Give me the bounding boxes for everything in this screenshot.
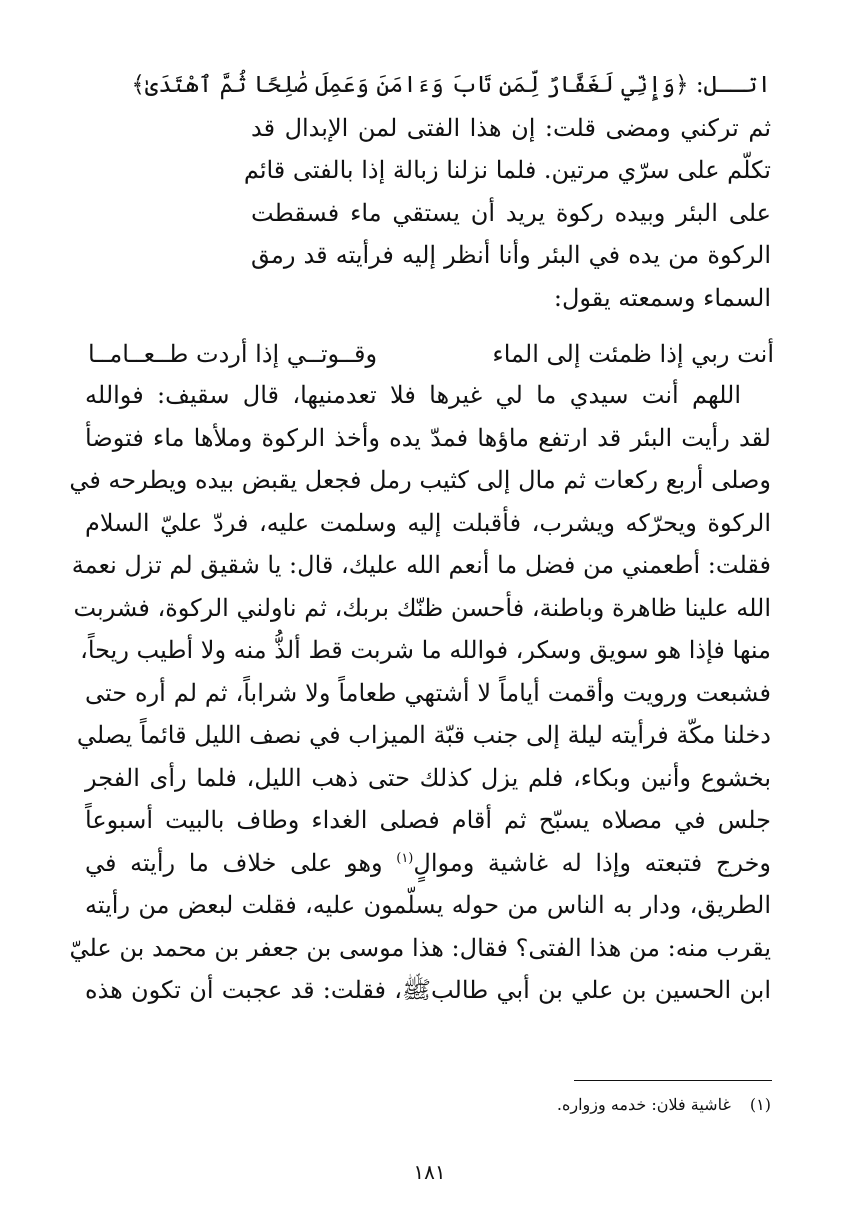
text-line: الركوة ويحرّكه ويشرب، فأقبلت إليه وسلمت عليه، فردّ عليّ السلام — [85, 508, 772, 537]
text-line: يقرب منه: من هذا الفتى؟ فقال: هذا موسى بن جعفر بن محمد بن عليّ — [69, 933, 771, 962]
text-line: الطريق، ودار به الناس من حوله يسلّمون عليه، فقلت لبعض من رأيته — [85, 891, 771, 919]
text-line: الركوة من يده في البئر وأنا أنظر إليه فرأيته قد رمق — [251, 241, 771, 269]
intro-paragraph — [131, 64, 771, 319]
text-line: فشبعت ورويت وأقمت أياماً لا أشتهي طعاماً ولا شراباً، ثم لم أره حتى — [85, 678, 771, 707]
text-line: لقد رأيت البئر قد ارتفع ماؤها فمدّ يده وأخذ الركوة وملأها ماء فتوضأ — [85, 423, 771, 452]
text-line: فقلت: أطعمني من فضل ما أنعم الله عليك، قال: يا شقيق لم تزل نعمة — [71, 551, 771, 579]
text-segment: وهو على خلاف ما رأيته في — [85, 848, 397, 877]
quran-verse-line: اتــل: ﴿وَإِنِّي لَغَفَّارٌ لِّمَن تَابَ وَءَامَنَ وَعَمِلَ صَٰلِحًا ثُمَّ ٱهْتَدَىٰ﴾ — [131, 72, 771, 98]
footnote-separator — [574, 1080, 772, 1081]
footnote-number: (١) — [749, 1095, 771, 1114]
main-paragraph — [69, 374, 772, 1012]
text-line: الله علينا ظاهرة وباطنة، فأحسن ظنّك بربك، ثم ناولني الركوة، فشربت — [73, 593, 771, 622]
text-line: على البئر وبيده ركوة يريد أن يستقي ماء فسقطت — [251, 198, 771, 227]
poetry-verse — [88, 333, 774, 375]
verse-second-hemistich: وقــوتــي إذا أردت طــعــامــا — [88, 340, 378, 368]
text-line: جلس في مصلاه يسبّح ثم أقام فصلى الغداء وطاف بالبيت أسبوعاً — [85, 806, 771, 834]
footnote — [557, 1093, 771, 1117]
text-line: بخشوع وأنين وبكاء، فلم يزل كذلك حتى ذهب الليل، فلما رأى الفجر — [85, 763, 771, 792]
text-line: اللهم أنت سيدي ما لي غيرها فلا تعدمنيها، قال سقيف: فوالله — [85, 381, 741, 409]
text-segment: وخرج فتبعته وإذا له غاشية وموالٍ — [413, 848, 771, 877]
text-line-with-footnote-ref — [85, 842, 771, 885]
page-number: ١٨١ — [413, 1160, 446, 1184]
verse-first-hemistich: أنت ربي إذا ظمئت إلى الماء — [492, 340, 774, 368]
text-line: وصلى أربع ركعات ثم مال إلى كثيب رمل فجعل يقبض بيده ويطرحه في — [69, 466, 771, 494]
footnote-text: غاشية فلان: خدمه وزواره. — [556, 1095, 731, 1114]
text-line: ابن الحسين بن علي بن أبي طالبﷺ، فقلت: قد عجبت أن تكون هذه — [85, 976, 771, 1004]
text-line: تكلّم على سرّي مرتين. فلما نزلنا زبالة إذا بالفتى قائم — [243, 156, 771, 184]
text-line: دخلنا مكّة فرأيته ليلة إلى جنب قبّة الميزاب في نصف الليل قائماً يصلي — [76, 721, 771, 749]
text-line: ثم تركني ومضى قلت: إن هذا الفتى لمن الإبدال قد — [251, 113, 771, 142]
footnote-reference: (١) — [396, 850, 414, 866]
text-line: السماء وسمعته يقول: — [553, 283, 771, 312]
text-line: منها فإذا هو سويق وسكر، فوالله ما شربت قط ألذُّ منه ولا أطيب ريحاً، — [80, 636, 771, 664]
